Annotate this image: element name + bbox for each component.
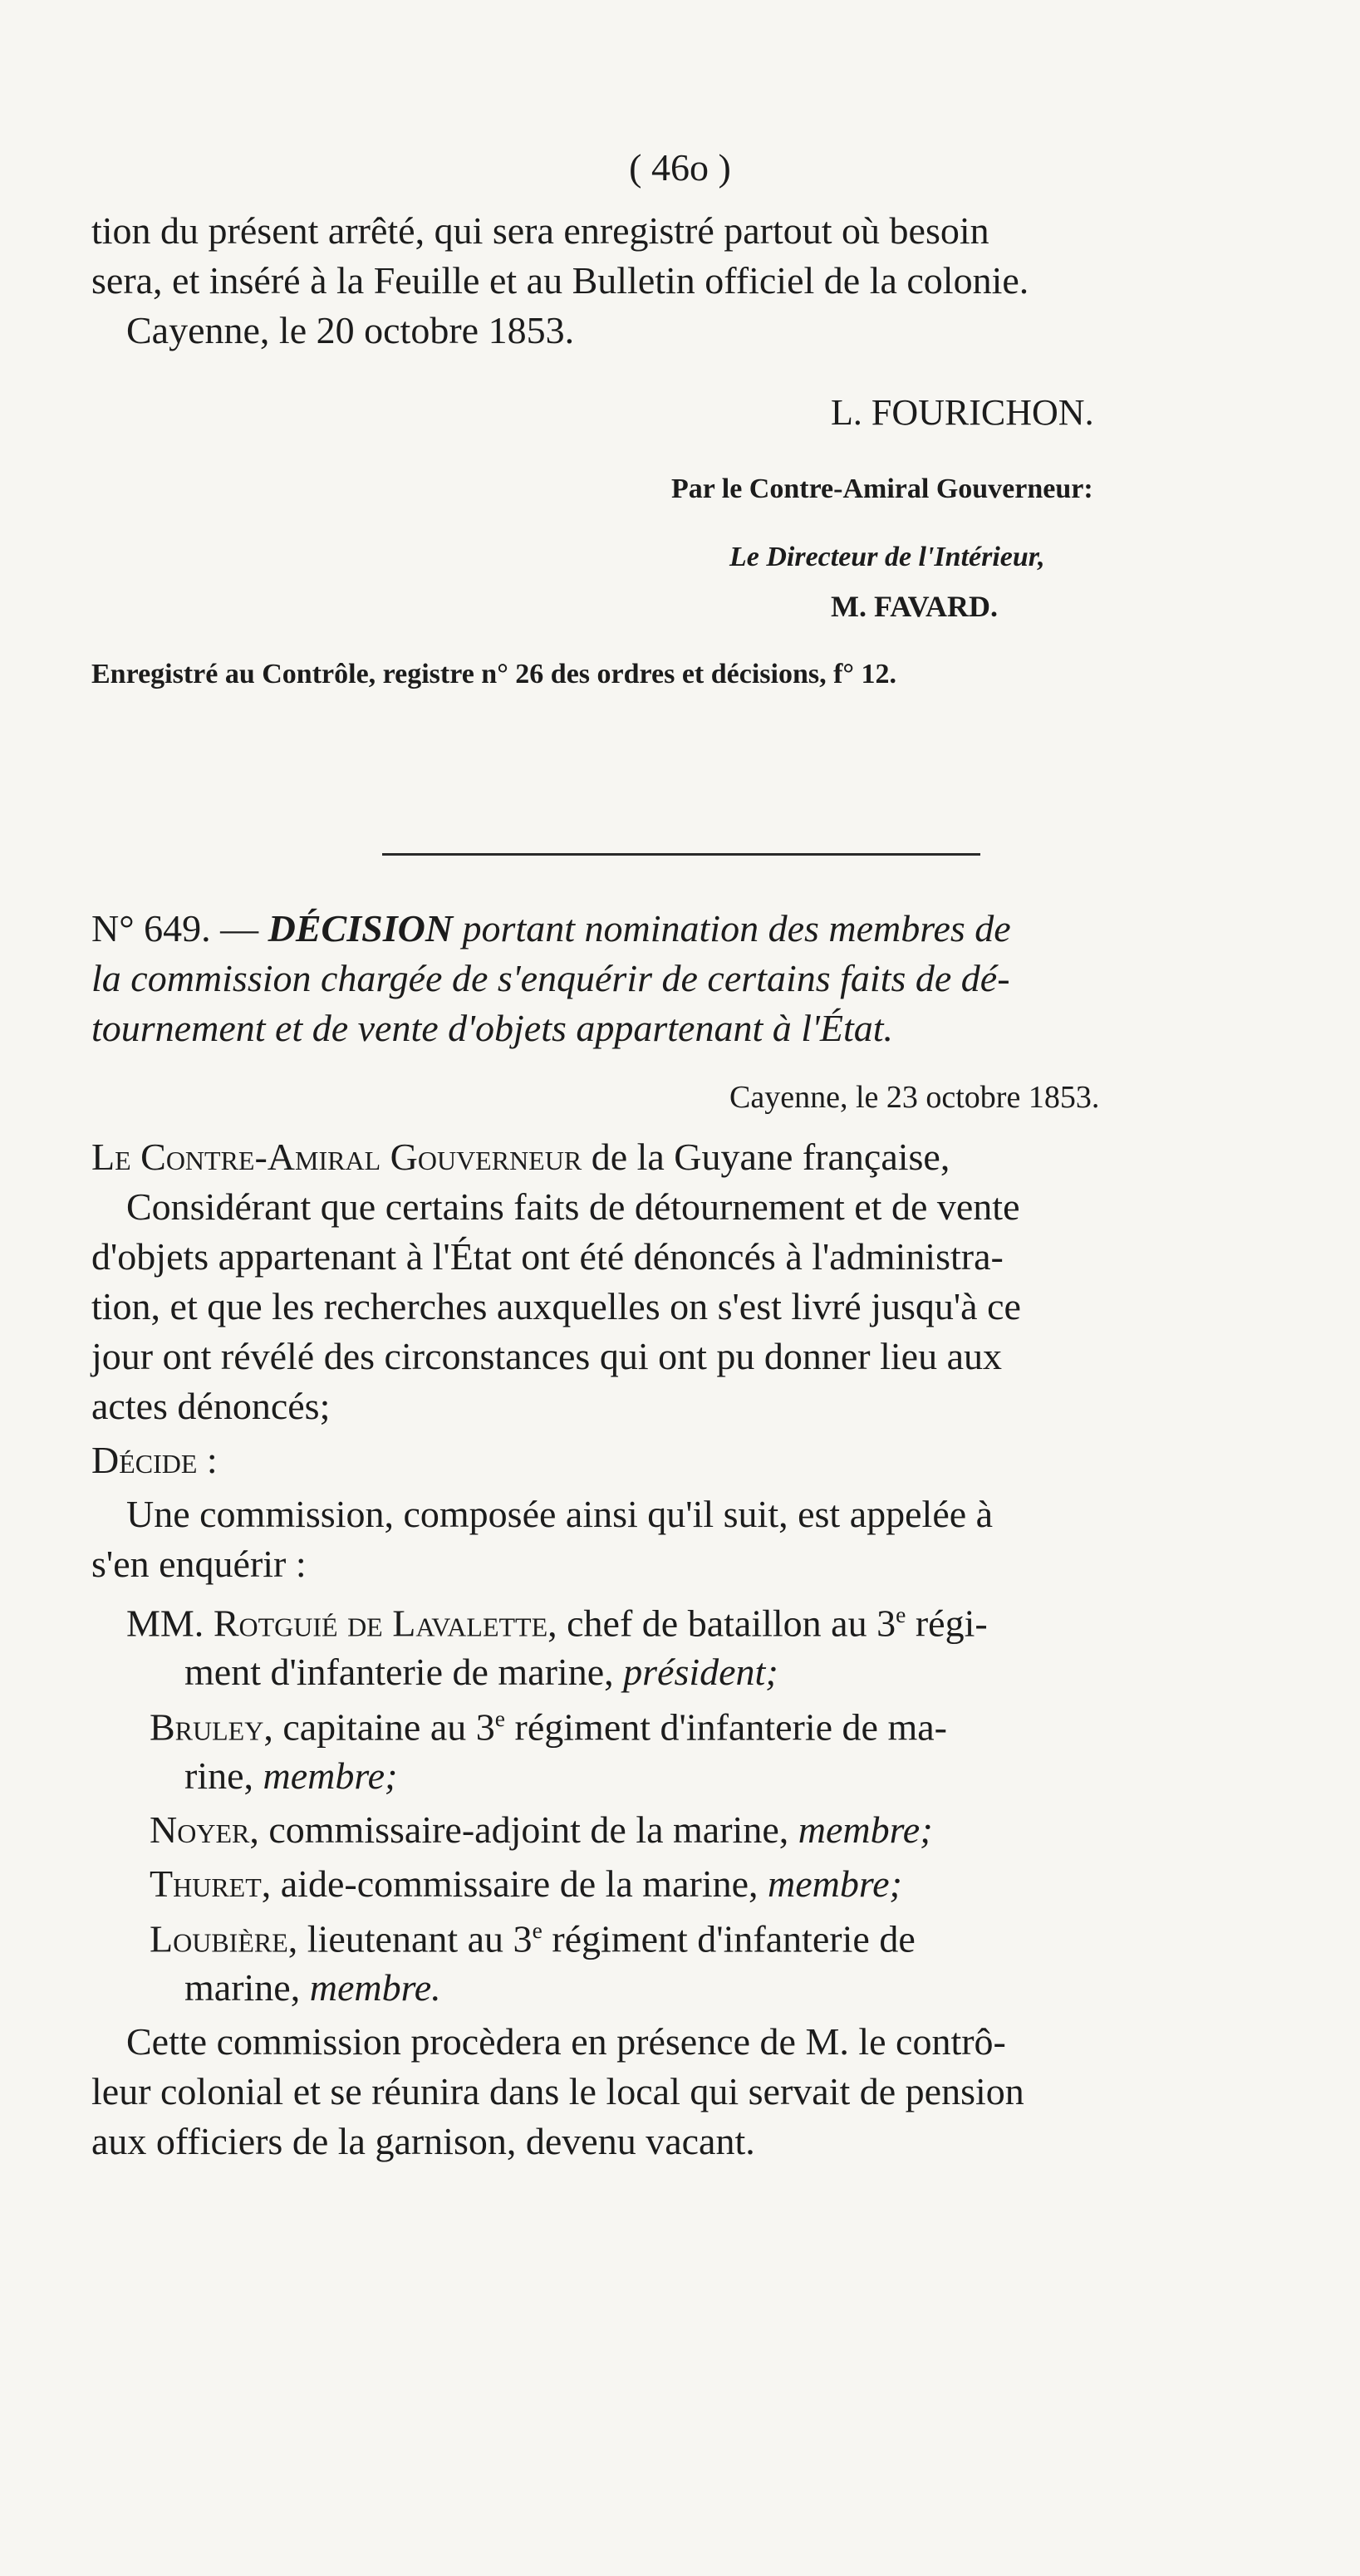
member-name: Loubière [150, 1917, 288, 1960]
signature-fourichon: L. FOURICHON. [831, 392, 1094, 433]
closing-line-1: Cette commission procèdera en présence de M. le contrô- [126, 2020, 1006, 2063]
member-role: membre; [798, 1808, 933, 1851]
par-contre-amiral: Par le Contre-Amiral Gouverneur: [671, 473, 1093, 504]
member-text-end: régi- [906, 1602, 988, 1645]
member-text: , lieutenant au 3 [287, 1917, 533, 1960]
member-text: , commissaire-adjoint de la marine, [249, 1808, 789, 1851]
commission-line-1: Une commission, composée ainsi qu'il suit, est appelée à [126, 1493, 994, 1535]
member-sup: e [896, 1602, 906, 1627]
registration-line: Enregistré au Contrôle, registre n° 26 des ordres et décisions, f° 12. [91, 659, 897, 689]
member-role: membre; [768, 1862, 902, 1905]
decide-label: Décide : [91, 1439, 218, 1481]
member-name: Rotguié de Lavalette [213, 1602, 548, 1645]
member-role: président; [623, 1651, 778, 1693]
member-text: marine, [184, 1966, 301, 2009]
decision-number: N° 649. — [91, 907, 259, 949]
member-noyer [150, 1808, 933, 1851]
member-bruley-line-2 [184, 1754, 398, 1797]
decision-heading-line-2: la commission chargée de s'enquérir de certains faits de dé- [91, 957, 1010, 999]
member-text: , capitaine au 3 [263, 1705, 495, 1749]
decision-heading-line-1 [91, 907, 1011, 949]
mm-prefix: MM. [126, 1602, 204, 1645]
member-text: , aide-commissaire de la marine, [261, 1862, 759, 1905]
member-name: Noyer [150, 1808, 250, 1851]
member-bruley [150, 1705, 947, 1749]
member-lavalette-line-2 [184, 1653, 778, 1691]
member-text-end: régiment d'infanterie de ma- [505, 1705, 947, 1749]
decision-date-place: Cayenne, le 23 octobre 1853. [729, 1080, 1100, 1115]
closing-line-2: leur colonial et se réunira dans le local qui servait de pension [91, 2070, 1024, 2112]
member-lavalette [126, 1602, 988, 1645]
member-name: Thuret [150, 1862, 262, 1905]
member-name: Bruley [150, 1705, 264, 1749]
closing-line-3: aux officiers de la garnison, devenu vacant. [91, 2120, 755, 2162]
section-divider [382, 853, 980, 856]
member-sup: e [494, 1705, 506, 1731]
member-role: membre. [309, 1966, 441, 2009]
member-role: membre; [263, 1754, 398, 1797]
member-sup: e [532, 1917, 543, 1943]
member-text: rine, [184, 1754, 254, 1797]
decision-heading-line-3: tournement et de vente d'objets appartenant à l'État. [91, 1007, 894, 1049]
directeur-title: Le Directeur de l'Intérieur, [729, 542, 1045, 572]
considerant-line-5: actes dénoncés; [91, 1385, 331, 1427]
member-text: , chef de bataillon au 3 [547, 1602, 896, 1645]
member-text-end: régiment d'infanterie de [542, 1917, 916, 1960]
member-loubiere [150, 1919, 916, 1958]
intro-rest: de la Guyane française, [591, 1136, 950, 1178]
considerant-line-2: d'objets appartenant à l'État ont été dénoncés à l'administra- [91, 1235, 1004, 1278]
arrete-line-1: tion du présent arrêté, qui sera enregistré partout où besoin [91, 209, 989, 252]
member-text: ment d'infanterie de marine, [184, 1651, 614, 1693]
page-number: ( 46o ) [629, 146, 731, 189]
arrete-date-line: Cayenne, le 20 octobre 1853. [126, 309, 575, 351]
decision-heading-rest: portant nomination des membres de [462, 907, 1011, 949]
decision-word: DÉCISION [268, 907, 454, 949]
arrete-line-2: sera, et inséré à la Feuille et au Bulletin officiel de la colonie. [91, 259, 1029, 302]
commission-line-2: s'en enquérir : [91, 1543, 307, 1585]
considerant-line-3: tion, et que les recherches auxquelles on s'est livré jusqu'à ce [91, 1285, 1021, 1327]
intro-title: Le Contre-Amiral Gouverneur [91, 1136, 582, 1178]
intro-line [91, 1138, 950, 1176]
considerant-line-1: Considérant que certains faits de détournement et de vente [126, 1185, 1020, 1228]
member-loubiere-line-2 [184, 1966, 441, 2009]
directeur-name: M. FAVARD. [831, 590, 999, 623]
considerant-line-4: jour ont révélé des circonstances qui ont pu donner lieu aux [91, 1335, 1003, 1377]
member-thuret [150, 1862, 902, 1905]
